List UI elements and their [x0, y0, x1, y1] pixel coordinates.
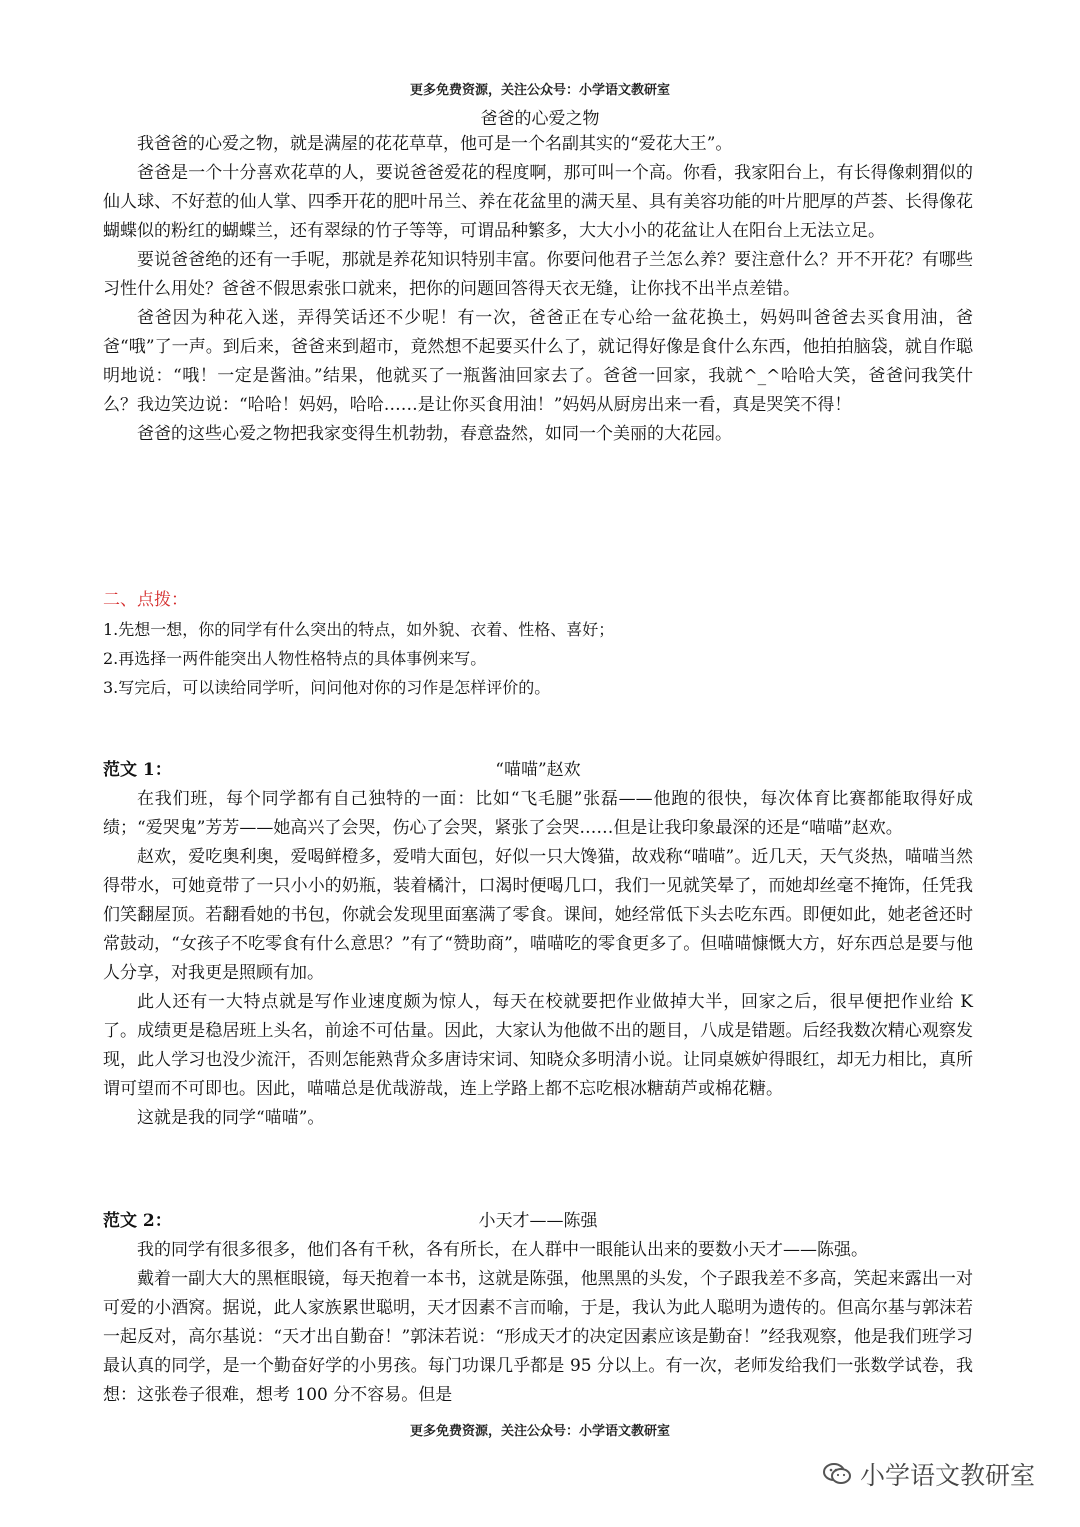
- essay-heading: [103, 756, 973, 785]
- essay-2: [103, 1207, 973, 1410]
- essay-label: 范文 1：: [103, 760, 172, 780]
- tip-item: 2.再选择一两件能突出人物性格特点的具体事例来写。: [103, 649, 487, 668]
- wechat-icon: [822, 1461, 852, 1487]
- paragraph: 戴着一副大大的黑框眼镜，每天抱着一本书，这就是陈强，他黑黑的头发，个子跟我差不多高，笑起来露出一对可爱的小酒窝。据说，此人家族累世聪明，天才因素不言而喻，于是，我认为此人聪明为遗传的。但高尔基与郭沫若一起反对，高尔基说：“天才出自勤奋！”郭沫若说：“形成天才的决定因素应该是勤奋！”经我观察，他是我们班学习最认真的同学，是一个勤奋好学的小男孩。每门功课几乎都是 95 分以上。有一次，老师发给我们一张数学试卷，我想：这张卷子很难，想考 100 分不容易。但是: [103, 1269, 973, 1405]
- paragraph: 赵欢，爱吃奥利奥，爱喝鲜橙多，爱啃大面包，好似一只大馋猫，故戏称“喵喵”。近几天，天气炎热，喵喵当然得带水，可她竟带了一只小小的奶瓶，装着橘汁，口渴时便喝几口，我们一见就笑晕了，而她却丝毫不掩饰，任凭我们笑翻屋顶。若翻看她的书包，你就会发现里面塞满了零食。课间，她经常低下头去吃东西。即便如此，她老爸还时常鼓动，“女孩子不吃零食有什么意思？”有了“赞助商”，喵喵吃的零食更多了。但喵喵慷慨大方，好东西总是要与他人分享，对我更是照顾有加。: [103, 847, 973, 983]
- tip-item: 1.先想一想，你的同学有什么突出的特点，如外貌、衣着、性格、喜好；: [103, 620, 615, 639]
- tips-heading: 二、点拨：: [103, 590, 188, 610]
- wechat-watermark: [822, 1454, 1035, 1494]
- paragraph: 爸爸的这些心爱之物把我家变得生机勃勃，春意盎然，如同一个美丽的大花园。: [137, 424, 732, 444]
- essay-title: 小天才——陈强: [478, 1211, 598, 1231]
- paragraph: 在我们班，每个同学都有自己独特的一面：比如“飞毛腿”张磊——他跑的很快，每次体育比赛都能取得好成绩；“爱哭鬼”芳芳——她高兴了会哭，伤心了会哭，紧张了会哭……但是让我印象最深的还是“喵喵”赵欢。: [103, 789, 973, 838]
- page-footer: 更多免费资源，关注公众号：小学语文教研室: [409, 1424, 670, 1439]
- paragraph: 我爸爸的心爱之物，就是满屋的花花草草，他可是一个名副其实的“爱花大王”。: [137, 134, 733, 154]
- paragraph: 爸爸是一个十分喜欢花草的人，要说爸爸爱花的程度啊，那可叫一个高。你看，我家阳台上，有长得像刺猬似的仙人球、不好惹的仙人掌、四季开花的肥叶吊兰、养在花盆里的满天星、具有美容功能的叶片肥厚的芦荟、长得像花蝴蝶似的粉红的蝴蝶兰，还有翠绿的竹子等等，可谓品种繁多，大大小小的花盆让人在阳台上无法立足。: [103, 163, 973, 241]
- paragraph: 此人还有一大特点就是写作业速度颇为惊人，每天在校就要把作业做掉大半，回家之后，很早便把作业给 K 了。成绩更是稳居班上头名，前途不可估量。因此，大家认为他做不出的题目，八成是错题。后经我数次精心观察发现，此人学习也没少流汗，否则怎能熟背众多唐诗宋词、知晓众多明清小说。让同桌嫉妒得眼红，却无力相比，真所谓可望而不可即也。因此，喵喵总是优哉游哉，连上学路上都不忘吃根冰糖葫芦或棉花糖。: [103, 992, 973, 1099]
- tips-section: [103, 586, 973, 702]
- essay-title: “喵喵”赵欢: [495, 760, 581, 780]
- article-title: 爸爸的心爱之物: [480, 109, 600, 129]
- tip-item: 3.写完后，可以读给同学听，问问他对你的习作是怎样评价的。: [103, 678, 551, 697]
- essay-label: 范文 2：: [103, 1211, 172, 1231]
- article-body: [103, 130, 973, 449]
- essay-heading: [103, 1207, 973, 1236]
- paragraph: 我的同学有很多很多，他们各有千秋，各有所长，在人群中一眼能认出来的要数小天才——陈强。: [137, 1240, 868, 1260]
- paragraph: 要说爸爸绝的还有一手呢，那就是养花知识特别丰富。你要问他君子兰怎么养？要注意什么？开不开花？有哪些习性什么用处？爸爸不假思索张口就来，把你的问题回答得天衣无缝，让你找不出半点差错。: [103, 250, 973, 299]
- paragraph: 这就是我的同学“喵喵”。: [137, 1108, 325, 1128]
- paragraph: 爸爸因为种花入迷，弄得笑话还不少呢！有一次，爸爸正在专心给一盆花换土，妈妈叫爸爸去买食用油，爸爸“哦”了一声。到后来，爸爸来到超市，竟然想不起要买什么了，就记得好像是食什么东西，他拍拍脑袋，就自作聪明地说：“哦！一定是酱油。”结果，他就买了一瓶酱油回家去了。爸爸一回家，我就^_^哈哈大笑，爸爸问我笑什么？我边笑边说：“哈哈！妈妈，哈哈……是让你买食用油！”妈妈从厨房出来一看，真是哭笑不得！: [103, 308, 973, 415]
- watermark-text: 小学语文教研室: [860, 1461, 1036, 1490]
- essay-1: [103, 756, 973, 1133]
- page-header: 更多免费资源，关注公众号：小学语文教研室: [409, 83, 670, 98]
